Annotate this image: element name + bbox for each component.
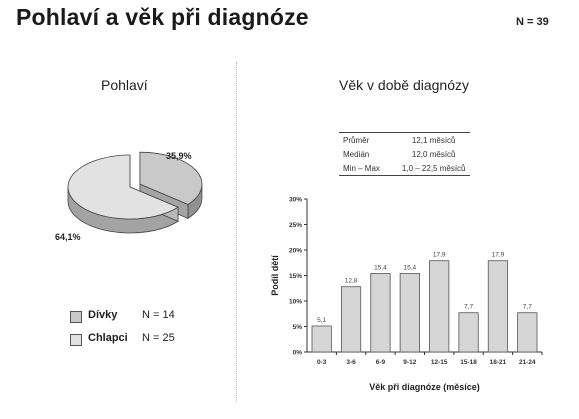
bar-value-label: 17,9 — [491, 251, 505, 259]
bar-12-15 — [429, 261, 448, 352]
bar-value-label: 7,7 — [464, 303, 474, 311]
x-tick-label: 6-9 — [375, 359, 386, 366]
bar-value-label: 15,4 — [403, 264, 417, 272]
bar-6-9 — [371, 273, 390, 352]
pie-value-label-boys: 64,1% — [55, 232, 81, 242]
stats-label: Průměr — [339, 133, 384, 148]
bar-value-label: 5,1 — [317, 316, 327, 324]
pie-chart-title: Pohlaví — [101, 77, 148, 93]
x-tick-label: 12-15 — [430, 359, 448, 366]
bar-0-3 — [312, 326, 331, 352]
x-tick-label: 15-18 — [460, 359, 477, 366]
bar-15-18 — [459, 313, 478, 352]
y-axis-label: Podíl dětí — [270, 255, 280, 296]
bar-value-label: 17,9 — [432, 251, 446, 259]
y-tick-label: 5% — [292, 324, 302, 331]
stats-value: 12,0 měsíců — [411, 149, 456, 159]
legend-label-girls: Dívky — [88, 309, 118, 321]
bar-18-21 — [488, 261, 507, 352]
page-title: Pohlaví a věk při diagnóze — [16, 4, 309, 30]
total-count: N = 39 — [516, 16, 549, 28]
bar-value-label: 15,4 — [374, 264, 387, 272]
legend-count-girls: N = 14 — [142, 309, 175, 321]
stats-label: Medián — [343, 149, 370, 159]
legend-count-boys: N = 25 — [142, 332, 175, 344]
x-axis-label: Věk při diagnóze (měsíce) — [369, 382, 480, 392]
y-tick-label: 15% — [288, 273, 302, 280]
y-tick-label: 0% — [292, 349, 302, 357]
bar-21-24 — [518, 313, 537, 352]
bar-chart-title: Věk v době diagnózy — [339, 77, 469, 93]
pie-value-label-girls: 35,9% — [166, 151, 192, 161]
y-tick-label: 25% — [288, 222, 302, 229]
legend-label-boys: Chlapci — [88, 332, 128, 344]
x-tick-label: 9-12 — [403, 359, 417, 366]
x-tick-label: 0-3 — [316, 359, 327, 366]
y-tick-label: 10% — [288, 298, 302, 306]
bar-value-label: 12,8 — [344, 277, 358, 285]
stats-value: 12,1 měsíců — [384, 133, 470, 148]
x-tick-label: 3-6 — [346, 359, 356, 366]
stats-label: Min – Max — [339, 161, 384, 176]
x-tick-label: 18-21 — [489, 359, 507, 366]
stats-value: 1,0 – 22,5 měsíců — [384, 161, 470, 176]
bar-3-6 — [341, 287, 360, 352]
bar-9-12 — [400, 273, 419, 352]
y-tick-label: 30% — [288, 196, 302, 204]
bar-value-label: 7,7 — [522, 303, 532, 311]
x-tick-label: 21-24 — [519, 359, 536, 366]
y-tick-label: 20% — [288, 247, 302, 255]
